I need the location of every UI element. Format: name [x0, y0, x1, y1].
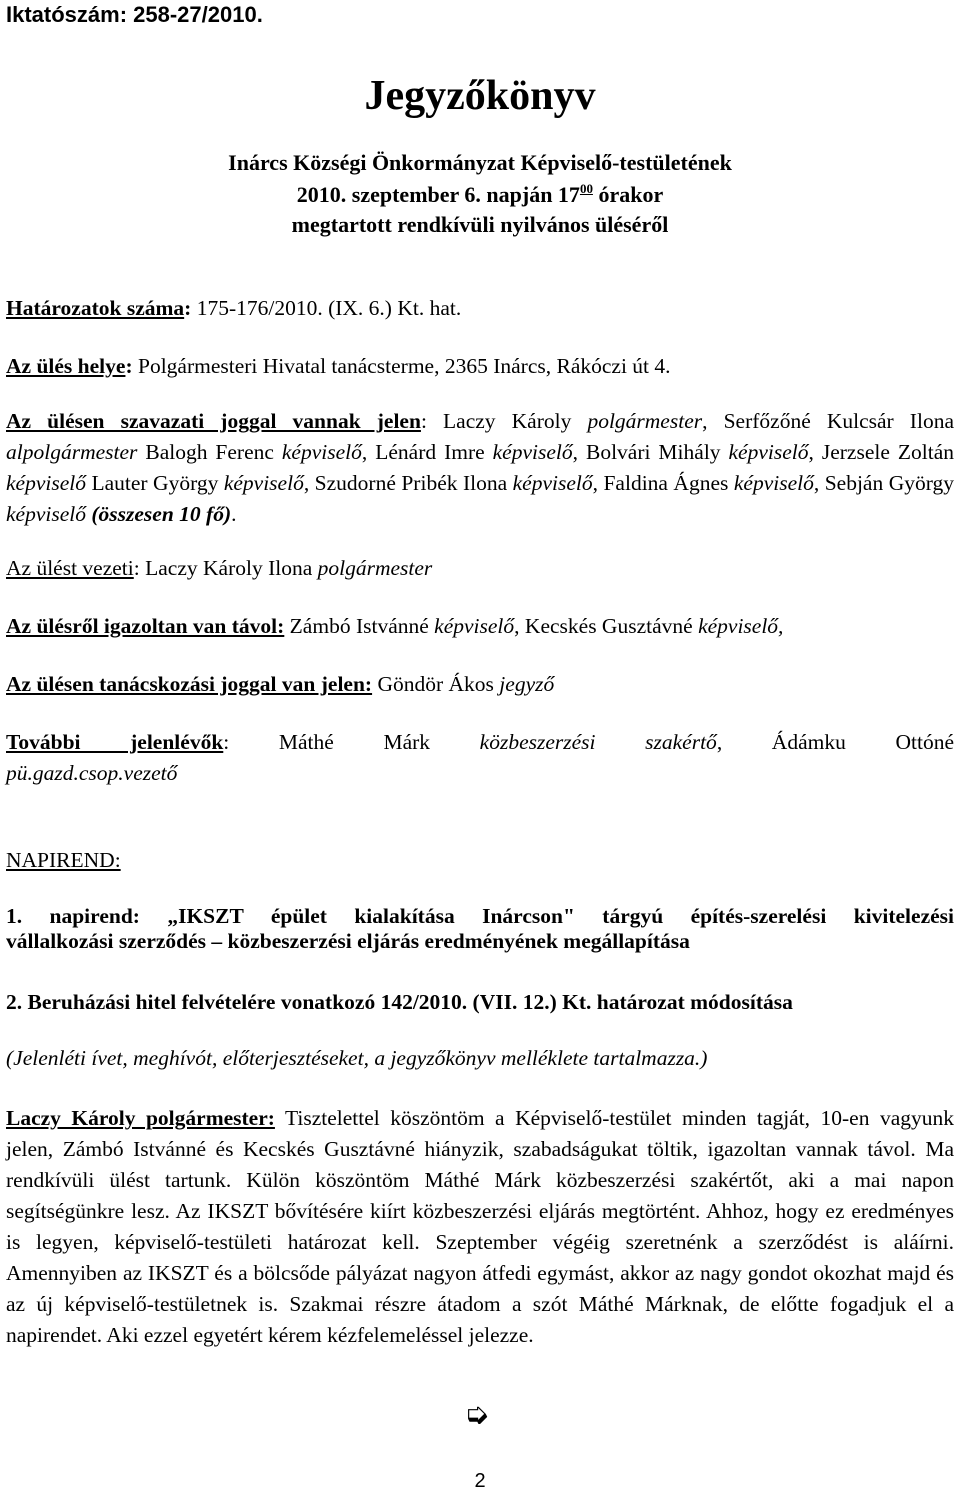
- document-title: Jegyzőkönyv: [364, 73, 596, 119]
- member-total: (összesen 10 fő): [86, 502, 232, 526]
- resolutions-label: Határozatok száma: [6, 296, 185, 320]
- absent-label: Az ülésről igazoltan van távol:: [6, 614, 285, 638]
- agenda-heading: NAPIREND:: [6, 848, 121, 872]
- attachments-note: (Jelenléti ívet, meghívót, előterjesztéseket, a jegyzőkönyv melléklete tartalmazza.): [6, 1046, 708, 1070]
- others-label-group: További jelenlévők:: [6, 730, 230, 754]
- resolutions-value: 175-176/2010. (IX. 6.) Kt. hat.: [191, 296, 462, 320]
- speech-paragraph: [6, 1103, 954, 1351]
- agenda-item-1: 1. napirend: „IKSZT épület kialakítása Inárcson" tárgyú építés-szerelési kivitelezési vállalkozási szerződés – közbeszerzési eljárás eredményének megállapítása: [6, 904, 954, 953]
- others-label: További jelenlévők: [6, 730, 224, 754]
- speech-text: Tisztelettel köszöntöm a Képviselő-testület minden tagját, 10-en vagyunk jelen, Zámbó Istvánné és Kecskés Gusztávné hiányzik, szabadságukat töltik, igazoltan vannak távol. Ma rendkívüli ülést tartunk. Külön köszöntöm Máthé Márk közbeszerzési szakértőt, aki a mai napon segítségünkre lesz. Az IKSZT bővítésére kiírt közbeszerzési eljárás megtörtént. Ahhoz, hogy ez eredményes is legyen, képviselő-testületi határozat kell. Szeptember végéig szeretnénk a szerződést is aláírni. Amennyiben az IKSZT és a bölcsőde pályázat nagyon átfedi egymást, akkor az nagy gondot okozhat majd és az új képviselő-testületnek is. Szakmai részre átadom a szót Máthé Márknak, de előtte fogadjuk el a napirendet. Aki ezzel egyetért kérem kézfelemeléssel jelezze.: [6, 1106, 954, 1347]
- reference-number: Iktatószám: 258-27/2010.: [6, 2, 263, 27]
- speaker-label: Laczy Károly polgármester:: [6, 1106, 275, 1130]
- venue-value: Polgármesteri Hivatal tanácsterme, 2365 Inárcs, Rákóczi út 4.: [132, 354, 671, 378]
- subtitle-line-2: 2010. szeptember 6. napján $17^{00}$ órakor: [296, 181, 664, 207]
- venue-label: Az ülés helye: [6, 354, 126, 378]
- resolutions-line: Határozatok száma: 175-176/2010. (IX. 6.) Kt. hat.: [6, 296, 462, 320]
- chair-line: Az ülést vezeti: Laczy Károly Ilona polgármester: [6, 556, 433, 580]
- advisory-line: Az ülésen tanácskozási joggal van jelen: Göndör Ákos jegyző: [6, 672, 555, 696]
- voting-members-paragraph: Az ülésen szavazati joggal vannak jelen: Laczy Károly polgármester, Serfőzőné Kulcsár Ilona alpolgármester Balogh Ferenc képviselő, Lénárd Imre képviselő, Bolvári Mihály képviselő, Jerzsele Zoltán képviselő Lauter György képviselő, Szudorné Pribék Ilona képviselő, Faldina Ágnes képviselő, Sebján György képviselő (összesen 10 fő).: [6, 409, 954, 526]
- chair-label: Az ülést vezeti: [6, 556, 134, 580]
- page-number: 2: [474, 1470, 486, 1492]
- subtitle-line-3: megtartott rendkívüli nyilvános üléséről: [291, 212, 669, 237]
- arrow-right-icon: ➭: [464, 1398, 490, 1431]
- voting-members-label: Az ülésen szavazati joggal vannak jelen: [6, 409, 421, 433]
- advisory-label: Az ülésen tanácskozási joggal van jelen:: [6, 672, 373, 696]
- absent-line: Az ülésről igazoltan van távol: Zámbó Istvánné képviselő, Kecskés Gusztávné képviselő,: [6, 614, 784, 638]
- time-superscript: 00: [579, 181, 593, 196]
- others-line: További jelenlévők: Máthé Márk közbeszerzési szakértő, Ádámku Ottóné: [6, 730, 955, 754]
- venue-line: Az ülés helye: Polgármesteri Hivatal tanácsterme, 2365 Inárcs, Rákóczi út 4.: [6, 354, 671, 378]
- others-line-2: pü.gazd.csop.vezető: [6, 761, 178, 785]
- subtitle-line-1: Inárcs Községi Önkormányzat Képviselő-testületének: [228, 150, 732, 175]
- agenda-item-2: 2. Beruházási hitel felvételére vonatkozó 142/2010. (VII. 12.) Kt. határozat módosítása: [6, 990, 793, 1014]
